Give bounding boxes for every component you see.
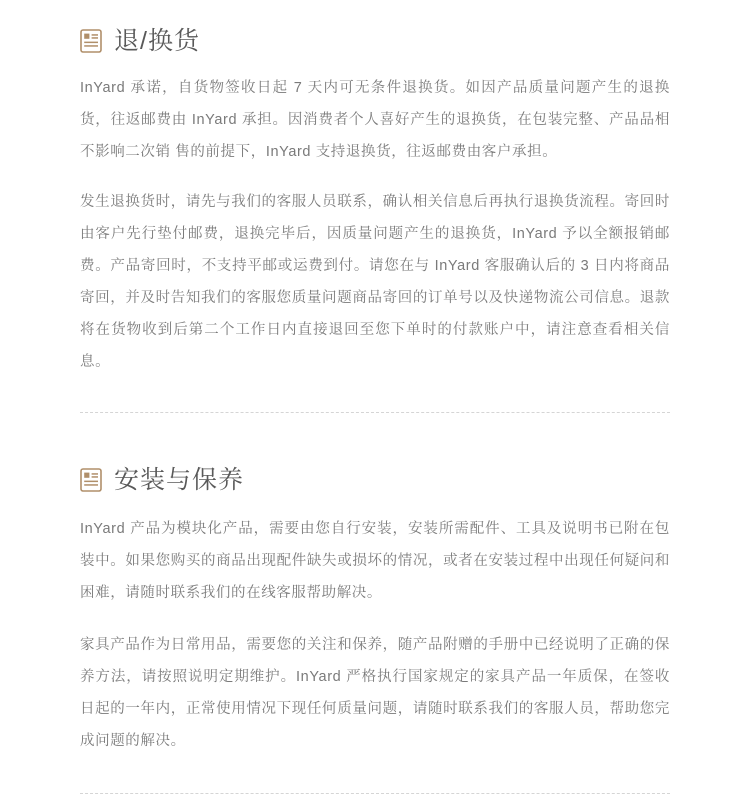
section-returns-title: 退/换货: [114, 27, 200, 55]
section-installation-header: [80, 413, 670, 495]
section-installation: [80, 413, 670, 757]
document-list-icon: [80, 468, 102, 492]
section-returns-paragraph-1: InYard 承诺，自货物签收日起 7 天内可无条件退换货。如因产品质量问题产生的退换货，往返邮费由 InYard 承担。因消费者个人喜好产生的退换货，在包装完整、产品品相不影响二次销 售的前提下，InYard 支持退换货，往返邮费由客户承担。: [80, 80, 670, 160]
section-returns-header: [80, 0, 670, 56]
section-installation-title: 安装与保养: [114, 466, 245, 494]
section-installation-paragraph-2: 家具产品作为日常用品，需要您的关注和保养，随产品附赠的手册中已经说明了正确的保养方法，请按照说明定期维护。InYard 严格执行国家规定的家具产品一年质保，在签收日起的一年内，正常使用情况下现任何质量问题，请随时联系我们的客服人员，帮助您完成问题的解决。: [80, 637, 670, 749]
document-list-icon: [80, 29, 102, 53]
section-returns: [80, 0, 670, 378]
section-returns-paragraph-2: 发生退换货时，请先与我们的客服人员联系，确认相关信息后再执行退换货流程。寄回时由客户先行垫付邮费，退换完毕后，因质量问题产生的退换货，InYard 予以全额报销邮费。产品寄回时，不支持平邮或运费到付。请您在与 InYard 客服确认后的 3 日内将商品寄回，并及时告知我们的客服您质量问题商品寄回的订单号以及快递物流公司信息。退款将在货物收到后第二个工作日内直接退回至您下单时的付款账户中，请注意查看相关信息。: [80, 194, 670, 370]
section-installation-paragraph-1: InYard 产品为模块化产品，需要由您自行安装，安装所需配件、工具及说明书已附在包装中。如果您购买的商品出现配件缺失或损坏的情况，或者在安装过程中出现任何疑问和困难，请随时联系我们的在线客服帮助解决。: [80, 521, 670, 601]
